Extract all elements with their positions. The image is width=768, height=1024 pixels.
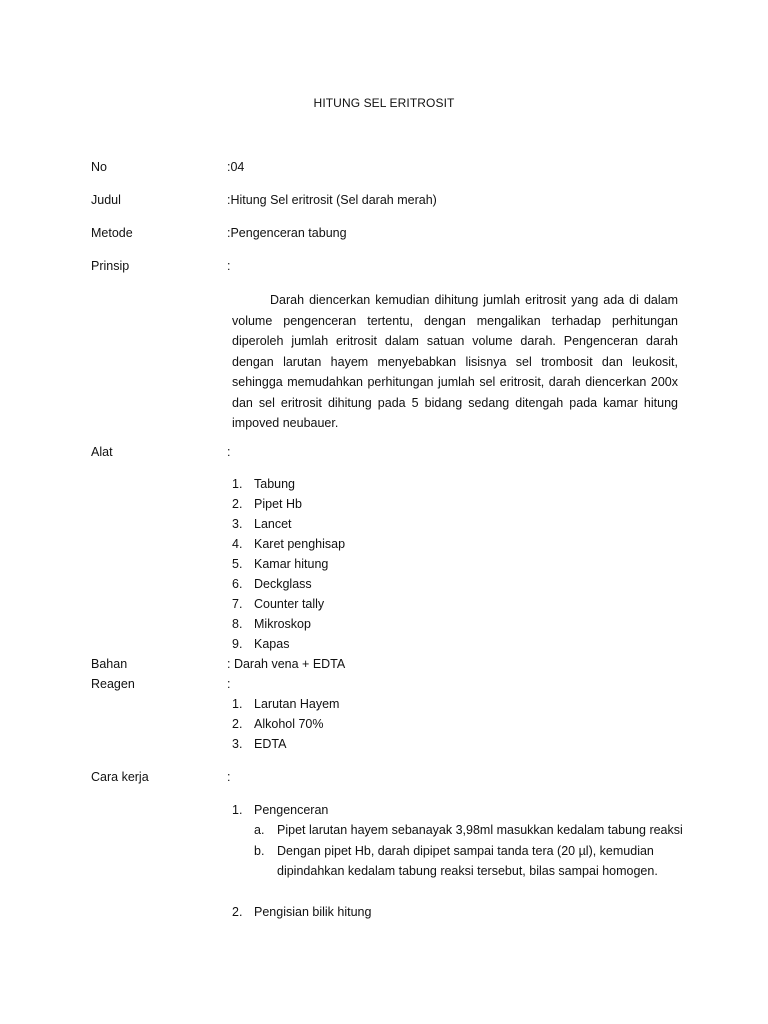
prinsip-paragraph: Darah diencerkan kemudian dihitung jumlah eritrosit yang ada di dalam volume pengenceran tertentu, dengan mengalikan terhadap perhitungan diperoleh jumlah eritrosit dalam satuan volume darah. Pengenceran darah dengan larutan hayem menyebabkan lisisnya sel trombosit dan leukosit, sehingga memudahkan perhitungan jumlah sel eritrosit, darah diencerkan 200x dan sel eritrosit dihitung pada 5 bidang sedang ditengah pada kamar hitung impoved neubauer. (232, 293, 678, 430)
field-label-bahan: Bahan (91, 657, 128, 671)
list-number: 1. (232, 697, 243, 711)
reagen-item (232, 694, 339, 714)
list-number: 6. (232, 577, 243, 591)
field-value-bahan: : Darah vena + EDTA (227, 657, 346, 671)
alat-item (232, 574, 345, 594)
field-label-prinsip: Prinsip (91, 259, 130, 273)
list-item-text: Kamar hitung (254, 557, 329, 571)
list-number: 1. (232, 477, 243, 491)
field-label-judul: Judul (91, 193, 121, 207)
alat-item (232, 534, 345, 554)
alat-item (232, 494, 345, 514)
list-number: 1. (232, 803, 243, 817)
pengenceran-steps (254, 820, 701, 882)
field-value-prinsip: : (227, 259, 231, 273)
list-number: 8. (232, 617, 243, 631)
pengenceran-step (254, 820, 701, 841)
list-number: 5. (232, 557, 243, 571)
alat-list (232, 474, 345, 654)
list-item-text: Alkohol 70% (254, 717, 324, 731)
cara-kerja-item (232, 800, 328, 820)
list-number: 9. (232, 637, 243, 651)
list-number: 3. (232, 737, 243, 751)
list-item-text: Mikroskop (254, 617, 311, 631)
step-letter: b. (254, 843, 265, 858)
pengenceran-step (254, 841, 701, 882)
step-text: Dengan pipet Hb, darah dipipet sampai tanda tera (20 µl), kemudian dipindahkan kedalam tabung reaksi tersebut, bilas sampai homogen. (277, 843, 658, 878)
reagen-item (232, 714, 339, 734)
reagen-list (232, 694, 339, 754)
field-label-metode: Metode (91, 226, 133, 240)
reagen-item (232, 734, 339, 754)
field-value-metode: :Pengenceran tabung (227, 226, 347, 240)
step-text: Pipet larutan hayem sebanayak 3,98ml masukkan kedalam tabung reaksi (277, 823, 683, 837)
alat-item (232, 614, 345, 634)
list-number: 4. (232, 537, 243, 551)
field-label-alat: Alat (91, 445, 113, 459)
list-item-text: Counter tally (254, 597, 325, 611)
field-value-alat: : (227, 445, 231, 459)
list-number: 2. (232, 905, 243, 919)
alat-item (232, 594, 345, 614)
field-label-cara-kerja: Cara kerja (91, 770, 149, 784)
list-number: 2. (232, 717, 243, 731)
list-number: 2. (232, 497, 243, 511)
list-item-text: Karet penghisap (254, 537, 346, 551)
cara-kerja-list-step-1 (232, 800, 328, 820)
step-letter: a. (254, 823, 265, 837)
field-value-cara-kerja: : (227, 770, 231, 784)
list-item-text: Pengenceran (254, 803, 329, 817)
alat-item (232, 634, 345, 654)
list-item-text: Larutan Hayem (254, 697, 340, 711)
field-value-no: :04 (227, 160, 245, 174)
list-item-text: Lancet (254, 517, 292, 531)
list-item-text: Pipet Hb (254, 497, 302, 511)
list-item-text: Pengisian bilik hitung (254, 905, 372, 919)
alat-item (232, 514, 345, 534)
list-number: 7. (232, 597, 243, 611)
cara-kerja-item (232, 902, 371, 922)
cara-kerja-list-step-2 (232, 902, 371, 922)
field-value-reagen: : (227, 677, 231, 691)
list-item-text: Kapas (254, 637, 290, 651)
list-item-text: Tabung (254, 477, 296, 491)
list-item-text: Deckglass (254, 577, 312, 591)
field-value-judul: :Hitung Sel eritrosit (Sel darah merah) (227, 193, 437, 207)
field-label-no: No (91, 160, 107, 174)
alat-item (232, 474, 345, 494)
list-number: 3. (232, 517, 243, 531)
field-label-reagen: Reagen (91, 677, 135, 691)
list-item-text: EDTA (254, 737, 287, 751)
alat-item (232, 554, 345, 574)
document-title: HITUNG SEL ERITROSIT (313, 96, 455, 110)
